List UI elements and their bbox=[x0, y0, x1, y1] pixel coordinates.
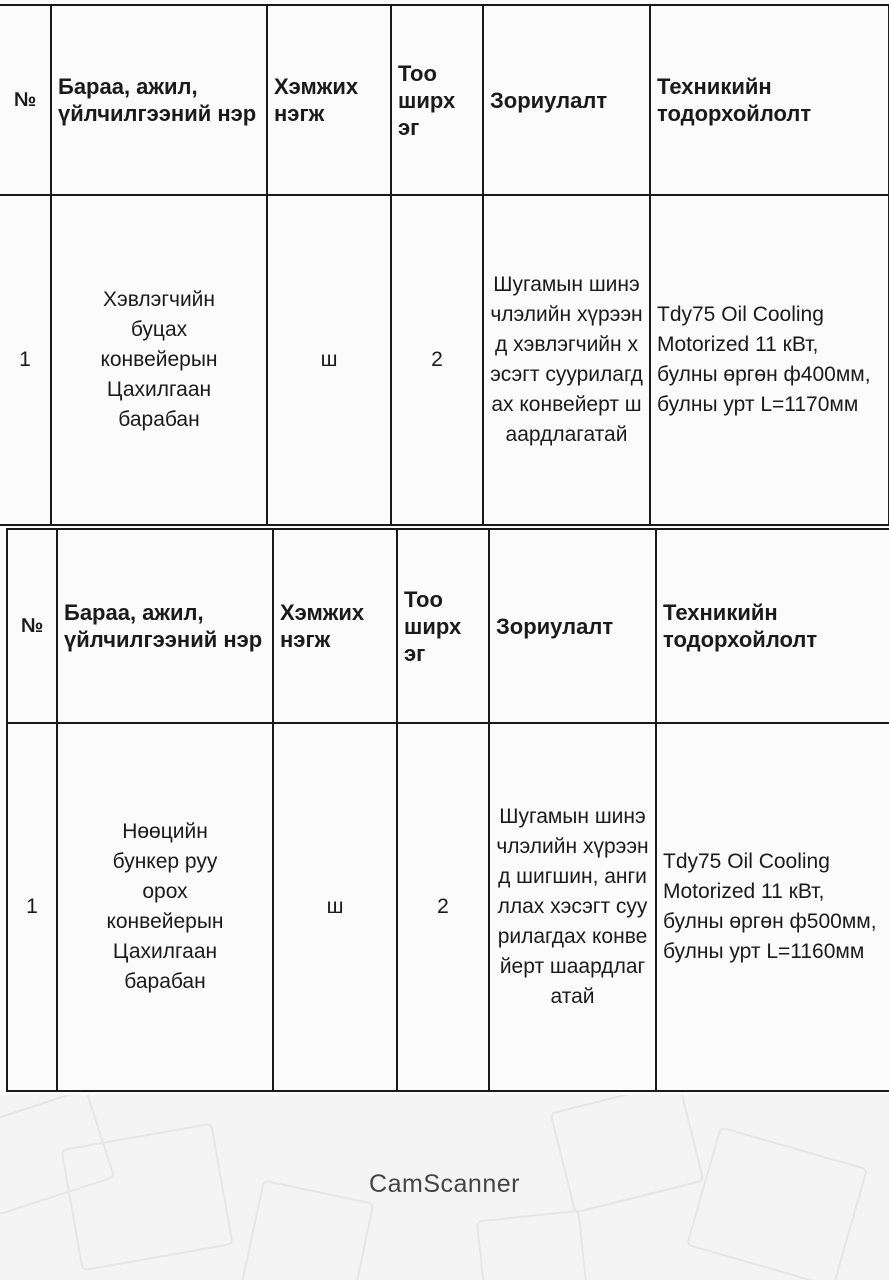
spec-table-2 bbox=[6, 528, 889, 1092]
purpose-cell: Шугамын шинэчлэлийн хүрээнд хэвлэгчийн хэсэгт суурилагдах конвейерт шаардлагатай bbox=[483, 195, 650, 525]
header-purpose: Зориулалт bbox=[483, 5, 650, 195]
background-doc-icon bbox=[476, 1210, 588, 1280]
item-name: Нөөцийн бункер руу орох конвейерын Цахилгаан барабан bbox=[106, 820, 224, 993]
quantity-cell: 2 bbox=[391, 195, 483, 525]
background-doc-icon bbox=[686, 1126, 868, 1280]
item-name-cell bbox=[51, 195, 267, 525]
unit-cell: ш bbox=[267, 195, 391, 525]
header-tech: Техникийн тодорхойлолт bbox=[656, 529, 889, 723]
item-name: Хэвлэгчийн буцах конвейерын Цахилгаан барабан bbox=[100, 288, 218, 431]
header-unit: Хэмжих нэгж bbox=[273, 529, 397, 723]
purpose-cell: Шугамын шинэчлэлийн хүрээнд шигшин, ангиллах хэсэгт суурилагдах конвейерт шаардлагатай bbox=[489, 723, 656, 1091]
header-tech: Техникийн тодорхойлолт bbox=[650, 5, 889, 195]
header-no: № bbox=[7, 529, 57, 723]
header-purpose: Зориулалт bbox=[489, 529, 656, 723]
header-unit: Хэмжих нэгж bbox=[267, 5, 391, 195]
table-row bbox=[0, 195, 889, 525]
header-row bbox=[7, 529, 889, 723]
table-row bbox=[7, 723, 889, 1091]
camscanner-footer bbox=[0, 1095, 889, 1280]
header-qty: Тоо ширх эг bbox=[391, 5, 483, 195]
spec-table-1 bbox=[0, 4, 889, 526]
header-row bbox=[0, 5, 889, 195]
item-name-cell bbox=[57, 723, 273, 1091]
row-number: 1 bbox=[0, 195, 51, 525]
brand-watermark: CamScanner bbox=[369, 1170, 520, 1198]
header-qty: Тоо ширх эг bbox=[397, 529, 489, 723]
header-name: Бараа, ажил, үйлчилгээний нэр bbox=[51, 5, 267, 195]
header-no: № bbox=[0, 5, 51, 195]
technical-spec-cell: Tdy75 Oil Cooling Motorized 11 кВт, булны өргөн ф400мм, булны урт L=1170мм bbox=[650, 195, 889, 525]
technical-spec-cell: Tdy75 Oil Cooling Motorized 11 кВт, булны өргөн ф500мм, булны урт L=1160мм bbox=[656, 723, 889, 1091]
row-number: 1 bbox=[7, 723, 57, 1091]
header-name: Бараа, ажил, үйлчилгээний нэр bbox=[57, 529, 273, 723]
unit-cell: ш bbox=[273, 723, 397, 1091]
quantity-cell: 2 bbox=[397, 723, 489, 1091]
